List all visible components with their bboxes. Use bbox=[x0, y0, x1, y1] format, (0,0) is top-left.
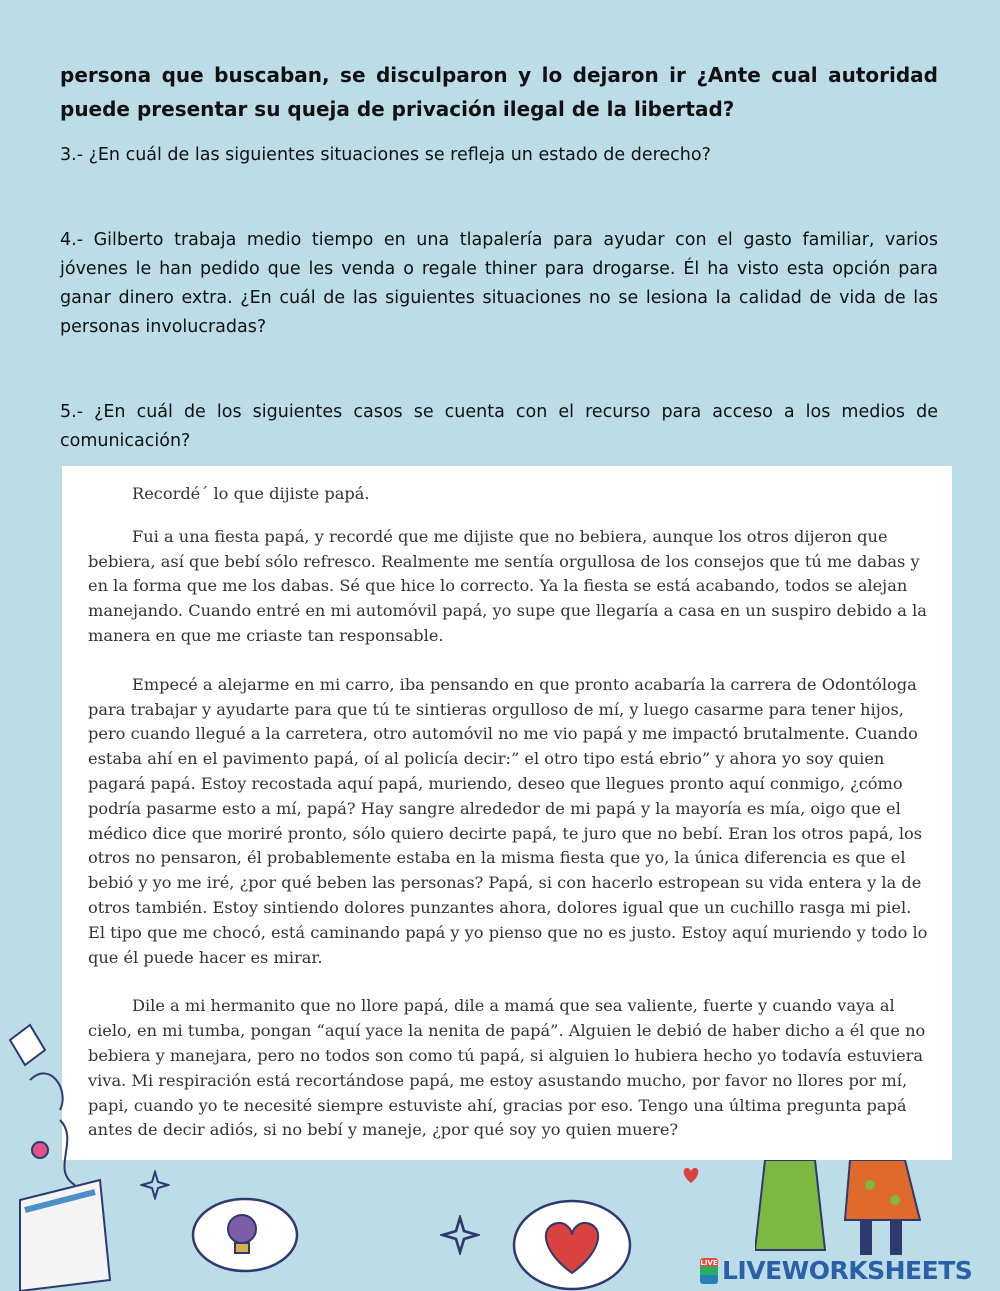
passage-paragraph-2: Empecé a alejarme en mi carro, iba pensando en que pronto acabaría la carrera de Odontóloga para trabajar y ayudarte para que tú te sintieras orgulloso de mí, y luego casarme para tener hijos, pero cuando llegué a la carretera, otro automóvil no me vio papá y me impactó brutalmente. Cuando estaba ahí en el pavimento papá, oí al policía decir:” el otro tipo está ebrio” y ahora yo soy quien pagará papá. Estoy recostada aquí papá, muriendo, deseo que llegues pronto aquí conmigo, ¿cómo podría pasarme esto a mí, papá? Hay sangre alrededor de mi papá y la mayoría es mía, oigo que el médico dice que moriré pronto, sólo quiero decirte papá, te juro que no bebí. Eran los otros papá, los otros no pensaron, él probablemente estaba en la misma fiesta que yo, la única diferencia es que el bebió y yo me iré, ¿por qué beben las personas? Papá, si con hacerlo estropean su vida entera y la de otros también. Estoy sintiendo dolores punzantes ahora, dolores igual que un cuchillo rasga mi piel. El tipo que me chocó, está caminando papá y yo pienso que no es justo. Estoy aquí muriendo y todo lo que él puede hacer es mirar. bbox=[88, 674, 928, 967]
question-5: 5.- ¿En cuál de los siguientes casos se cuenta con el recurso para acceso a los medios de comunicación? bbox=[60, 402, 938, 451]
logo-text: LIVEWORKSHEETS bbox=[722, 1256, 973, 1285]
passage-paragraph-3: Dile a mi hermanito que no llore papá, dile a mamá que sea valiente, fuerte y cuando vaya al cielo, en mi tumba, pongan “aquí yace la nenita de papá”. Alguien le debió de haber dicho a él que no bebiera y manejara, pero no todos son como tú papá, si alguien lo hubiera hecho yo todavía estuviera viva. Mi respiración está recortándose papá, me estoy asustando mucho, por favor no llores por mí, papi, cuando yo te necesité siempre estuviste ahí, gracias por eso. Tengo una última pregunta papá antes de decir adiós, si no bebí y maneje, ¿por qué soy yo quien muere? bbox=[88, 996, 926, 1140]
reading-passage bbox=[62, 466, 952, 1160]
question-4: 4.- Gilberto trabaja medio tiempo en una tlapalería para ayudar con el gasto familiar, varios jóvenes le han pedido que les venda o regale thiner para drogarse. Él ha visto esta opción para ganar dinero extra. ¿En cuál de las siguientes situaciones no se lesiona la calidad de vida de las personas involucradas? bbox=[60, 230, 938, 337]
book-illustration-icon bbox=[0, 1020, 120, 1291]
lightbulb-bubble-icon bbox=[190, 1195, 300, 1280]
logo-badge: LIVE bbox=[700, 1258, 718, 1284]
question-3: 3.- ¿En cuál de las siguientes situaciones se refleja un estado de derecho? bbox=[60, 145, 711, 165]
sparkle-icon bbox=[140, 1170, 170, 1200]
sparkle-icon bbox=[440, 1215, 480, 1255]
question-2-continuation: persona que buscaban, se disculparon y lo dejaron ir ¿Ante cual autoridad puede presentar su queja de privación ilegal de la libertad? bbox=[60, 63, 938, 121]
people-illustration-icon bbox=[755, 1160, 1000, 1255]
liveworksheets-logo bbox=[700, 1256, 972, 1285]
heart-bubble-icon bbox=[510, 1185, 635, 1291]
small-heart-icon bbox=[680, 1165, 702, 1185]
passage-paragraph-1: Fui a una fiesta papá, y recordé que me dijiste que no bebiera, aunque los otros dijeron que bebiera, así que bebí sólo refresco. Realmente me sentía orgullosa de los consejos que tú me dabas y en la forma que me los dabas. Sé que hice lo correcto. Ya la fiesta se está acabando, todos se alejan manejando. Cuando entré en mi automóvil papá, yo supe que llegaría a casa en un suspiro debido a la manera en que me criaste tan responsable. bbox=[88, 526, 927, 645]
passage-title: Recordé´ lo que dijiste papá. bbox=[132, 484, 370, 503]
